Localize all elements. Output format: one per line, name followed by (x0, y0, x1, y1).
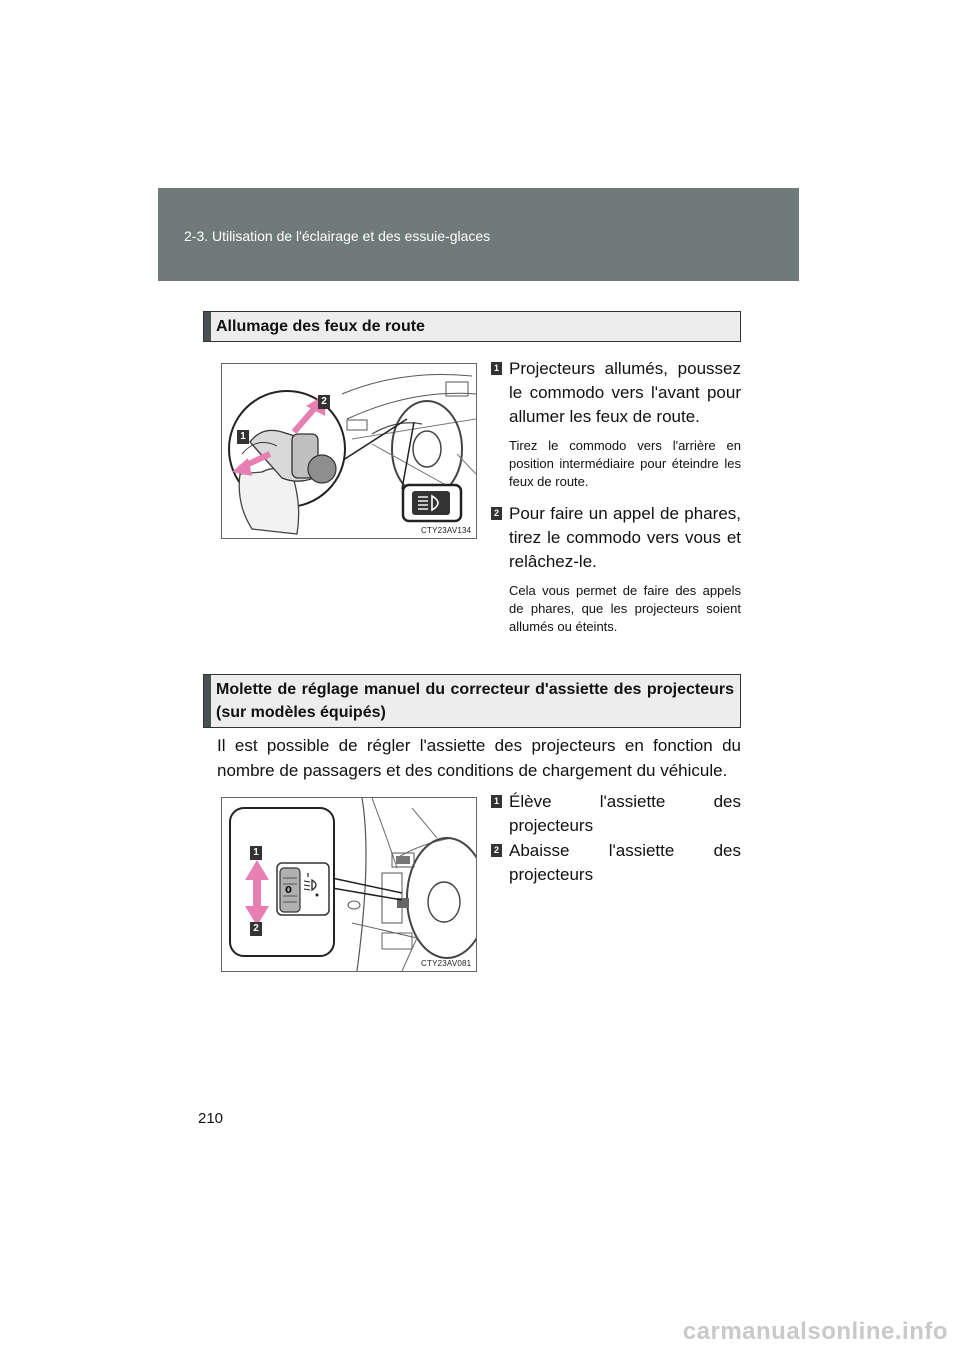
item-main-text: Projecteurs allumés, poussez le commodo vers l'avant pour allumer les feux de route. (509, 359, 741, 426)
watermark: carmanualsonline.info (682, 1318, 948, 1345)
page-number: 210 (198, 1110, 224, 1127)
section-title: Allumage des feux de route (216, 318, 425, 335)
leveling-dial-illustration (222, 798, 476, 971)
item-number-badge: 2 (491, 844, 502, 857)
heading-bar (204, 312, 211, 341)
list-item-2 (491, 502, 741, 636)
chapter-header (158, 188, 799, 281)
item-sub-text: Cela vous permet de faire des appels de phares, que les projecteurs soient allumés ou éteints. (509, 583, 741, 634)
figure-label-2: 2 (250, 922, 262, 936)
section-heading-headlight-leveling (203, 674, 741, 728)
heading-bar (204, 675, 211, 727)
figure-leveling-dial (221, 797, 477, 972)
breadcrumb: 2-3. Utilisation de l'éclairage et des essuie-glaces (184, 228, 491, 244)
headlight-lever-illustration (222, 364, 476, 538)
item-main-text: Pour faire un appel de phares, tirez le commodo vers vous et relâchez-le. (509, 504, 741, 571)
list-item-1 (491, 790, 741, 838)
figure-label-1: 1 (237, 430, 249, 444)
figure-label-2: 2 (318, 395, 330, 409)
list-item-1 (491, 357, 741, 491)
figure-code: CTY23AV134 (421, 526, 472, 535)
item-sub-text: Tirez le commodo vers l'arrière en position intermédiaire pour éteindre les feux de route. (509, 438, 741, 489)
section-title: Molette de réglage manuel du correcteur d'assiette des projecteurs (sur modèles équipés) (216, 681, 734, 721)
figure-label-1: 1 (250, 846, 262, 860)
item-number-badge: 2 (491, 507, 502, 520)
item-number-badge: 1 (491, 362, 502, 375)
item-main-text: Élève l'assiette des projecteurs (509, 792, 741, 835)
dial-value: 0 (285, 885, 292, 896)
section-heading-high-beam (203, 311, 741, 342)
item-number-badge: 1 (491, 795, 502, 808)
list-item-2 (491, 839, 741, 887)
intro-paragraph: Il est possible de régler l'assiette des projecteurs en fonction du nombre de passagers et des conditions de chargement du véhicule. (217, 736, 741, 780)
figure-headlight-lever (221, 363, 477, 539)
figure-code: CTY23AV081 (421, 959, 472, 968)
item-main-text: Abaisse l'assiette des projecteurs (509, 841, 741, 884)
